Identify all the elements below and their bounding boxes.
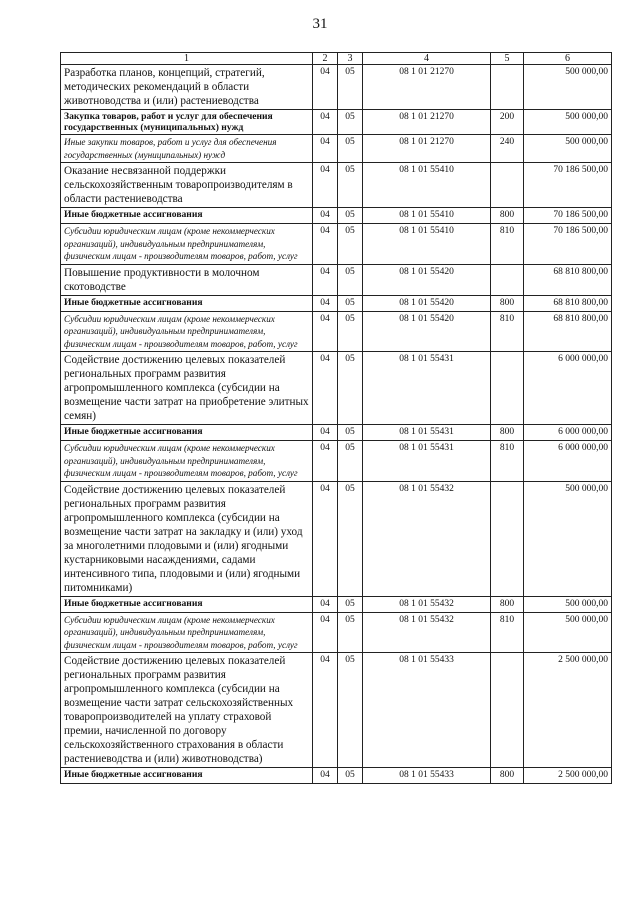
row-subsection-cell: 05 bbox=[338, 768, 363, 784]
table-row bbox=[61, 425, 612, 441]
row-target-article-cell: 08 1 01 21270 bbox=[363, 110, 491, 135]
table-row bbox=[61, 481, 612, 596]
row-name-cell: Повышение продуктивности в молочном скотоводстве bbox=[61, 264, 313, 295]
table-row bbox=[61, 163, 612, 208]
row-section-cell: 04 bbox=[313, 65, 338, 110]
row-amount-cell: 68 810 800,00 bbox=[524, 264, 612, 295]
header-cell: 4 bbox=[363, 53, 491, 65]
row-target-article-cell: 08 1 01 55420 bbox=[363, 295, 491, 311]
row-amount-cell: 6 000 000,00 bbox=[524, 425, 612, 441]
row-target-article-cell: 08 1 01 55433 bbox=[363, 768, 491, 784]
row-section-cell: 04 bbox=[313, 596, 338, 612]
header-cell: 5 bbox=[491, 53, 524, 65]
row-amount-cell: 70 186 500,00 bbox=[524, 224, 612, 265]
row-section-cell: 04 bbox=[313, 352, 338, 425]
row-amount-cell: 2 500 000,00 bbox=[524, 653, 612, 768]
header-cell: 6 bbox=[524, 53, 612, 65]
table-row bbox=[61, 224, 612, 265]
header-cell: 3 bbox=[338, 53, 363, 65]
row-subsection-cell: 05 bbox=[338, 481, 363, 596]
row-section-cell: 04 bbox=[313, 208, 338, 224]
row-subsection-cell: 05 bbox=[338, 224, 363, 265]
row-subsection-cell: 05 bbox=[338, 65, 363, 110]
table-row bbox=[61, 653, 612, 768]
row-section-cell: 04 bbox=[313, 311, 338, 352]
row-target-article-cell: 08 1 01 55410 bbox=[363, 224, 491, 265]
row-name-cell: Иные бюджетные ассигнования bbox=[61, 768, 313, 784]
row-expense-type-cell: 800 bbox=[491, 768, 524, 784]
row-name-cell: Закупка товаров, работ и услуг для обеспечения государственных (муниципальных) нужд bbox=[61, 110, 313, 135]
row-target-article-cell: 08 1 01 55432 bbox=[363, 596, 491, 612]
row-expense-type-cell bbox=[491, 163, 524, 208]
table-row bbox=[61, 612, 612, 653]
row-name-cell: Субсидии юридическим лицам (кроме некоммерческих организаций), индивидуальным предпринимателям, физическим лицам - производителям товаров, работ, услуг bbox=[61, 224, 313, 265]
row-subsection-cell: 05 bbox=[338, 653, 363, 768]
row-section-cell: 04 bbox=[313, 612, 338, 653]
row-amount-cell: 500 000,00 bbox=[524, 612, 612, 653]
row-name-cell: Разработка планов, концепций, стратегий, методических рекомендаций в области животноводства и (или) растениеводства bbox=[61, 65, 313, 110]
row-amount-cell: 70 186 500,00 bbox=[524, 208, 612, 224]
row-name-cell: Содействие достижению целевых показателей региональных программ развития агропромышленного комплекса (субсидии на возмещение части затрат на приобретение элитных семян) bbox=[61, 352, 313, 425]
row-section-cell: 04 bbox=[313, 224, 338, 265]
row-subsection-cell: 05 bbox=[338, 163, 363, 208]
row-section-cell: 04 bbox=[313, 163, 338, 208]
table-row bbox=[61, 352, 612, 425]
header-cell: 1 bbox=[61, 53, 313, 65]
row-subsection-cell: 05 bbox=[338, 110, 363, 135]
row-name-cell: Иные бюджетные ассигнования bbox=[61, 295, 313, 311]
row-amount-cell: 500 000,00 bbox=[524, 65, 612, 110]
row-name-cell: Субсидии юридическим лицам (кроме некоммерческих организаций), индивидуальным предпринимателям, физическим лицам - производителям товаров, работ, услуг bbox=[61, 441, 313, 482]
table-row bbox=[61, 295, 612, 311]
row-target-article-cell: 08 1 01 55410 bbox=[363, 163, 491, 208]
row-subsection-cell: 05 bbox=[338, 596, 363, 612]
row-amount-cell: 70 186 500,00 bbox=[524, 163, 612, 208]
row-subsection-cell: 05 bbox=[338, 264, 363, 295]
table-row bbox=[61, 208, 612, 224]
row-section-cell: 04 bbox=[313, 425, 338, 441]
row-name-cell: Содействие достижению целевых показателей региональных программ развития агропромышленного комплекса (субсидии на возмещение части затрат сельскохозяйственных товаропроизводителей на уплату страховой премии, начисленной по договору сельскохозяйственного страхования в области растениеводства и (или) животноводства) bbox=[61, 653, 313, 768]
row-subsection-cell: 05 bbox=[338, 208, 363, 224]
row-name-cell: Субсидии юридическим лицам (кроме некоммерческих организаций), индивидуальным предпринимателям, физическим лицам - производителям товаров, работ, услуг bbox=[61, 311, 313, 352]
row-name-cell: Содействие достижению целевых показателей региональных программ развития агропромышленного комплекса (субсидии на возмещение части затрат на закладку и (или) уход за многолетними плодовыми и (или) ягодными кустарниковыми насаждениями, садами интенсивного типа, плодовыми и (или) ягодными питомниками) bbox=[61, 481, 313, 596]
row-subsection-cell: 05 bbox=[338, 295, 363, 311]
row-section-cell: 04 bbox=[313, 295, 338, 311]
row-section-cell: 04 bbox=[313, 653, 338, 768]
row-expense-type-cell: 800 bbox=[491, 596, 524, 612]
row-target-article-cell: 08 1 01 55420 bbox=[363, 311, 491, 352]
row-expense-type-cell bbox=[491, 653, 524, 768]
budget-table bbox=[60, 52, 612, 784]
row-name-cell: Оказание несвязанной поддержки сельскохозяйственным товаропроизводителям в области растениеводства bbox=[61, 163, 313, 208]
table-row bbox=[61, 65, 612, 110]
row-subsection-cell: 05 bbox=[338, 612, 363, 653]
row-target-article-cell: 08 1 01 55432 bbox=[363, 612, 491, 653]
row-expense-type-cell bbox=[491, 352, 524, 425]
row-section-cell: 04 bbox=[313, 768, 338, 784]
row-expense-type-cell: 810 bbox=[491, 311, 524, 352]
row-section-cell: 04 bbox=[313, 110, 338, 135]
row-amount-cell: 68 810 800,00 bbox=[524, 295, 612, 311]
row-amount-cell: 500 000,00 bbox=[524, 110, 612, 135]
row-expense-type-cell bbox=[491, 65, 524, 110]
row-expense-type-cell: 240 bbox=[491, 135, 524, 163]
row-expense-type-cell: 810 bbox=[491, 441, 524, 482]
row-amount-cell: 68 810 800,00 bbox=[524, 311, 612, 352]
row-target-article-cell: 08 1 01 21270 bbox=[363, 65, 491, 110]
row-target-article-cell: 08 1 01 55431 bbox=[363, 352, 491, 425]
row-target-article-cell: 08 1 01 55420 bbox=[363, 264, 491, 295]
row-subsection-cell: 05 bbox=[338, 425, 363, 441]
row-name-cell: Иные закупки товаров, работ и услуг для обеспечения государственных (муниципальных) нужд bbox=[61, 135, 313, 163]
row-subsection-cell: 05 bbox=[338, 352, 363, 425]
row-target-article-cell: 08 1 01 55431 bbox=[363, 425, 491, 441]
row-expense-type-cell bbox=[491, 481, 524, 596]
row-target-article-cell: 08 1 01 55410 bbox=[363, 208, 491, 224]
row-subsection-cell: 05 bbox=[338, 311, 363, 352]
table-row bbox=[61, 110, 612, 135]
row-amount-cell: 2 500 000,00 bbox=[524, 768, 612, 784]
row-expense-type-cell: 810 bbox=[491, 224, 524, 265]
row-name-cell: Иные бюджетные ассигнования bbox=[61, 596, 313, 612]
table-row bbox=[61, 311, 612, 352]
row-amount-cell: 6 000 000,00 bbox=[524, 441, 612, 482]
table-header-row bbox=[61, 53, 612, 65]
table-row bbox=[61, 264, 612, 295]
table-row bbox=[61, 441, 612, 482]
page-number: 31 bbox=[312, 16, 328, 32]
table-row bbox=[61, 596, 612, 612]
row-expense-type-cell bbox=[491, 264, 524, 295]
row-section-cell: 04 bbox=[313, 264, 338, 295]
row-section-cell: 04 bbox=[313, 481, 338, 596]
row-name-cell: Иные бюджетные ассигнования bbox=[61, 425, 313, 441]
row-target-article-cell: 08 1 01 21270 bbox=[363, 135, 491, 163]
row-amount-cell: 500 000,00 bbox=[524, 596, 612, 612]
row-name-cell: Иные бюджетные ассигнования bbox=[61, 208, 313, 224]
row-section-cell: 04 bbox=[313, 441, 338, 482]
row-expense-type-cell: 800 bbox=[491, 208, 524, 224]
row-subsection-cell: 05 bbox=[338, 441, 363, 482]
row-target-article-cell: 08 1 01 55431 bbox=[363, 441, 491, 482]
row-amount-cell: 500 000,00 bbox=[524, 135, 612, 163]
row-subsection-cell: 05 bbox=[338, 135, 363, 163]
row-section-cell: 04 bbox=[313, 135, 338, 163]
row-expense-type-cell: 800 bbox=[491, 425, 524, 441]
table-row bbox=[61, 135, 612, 163]
row-expense-type-cell: 800 bbox=[491, 295, 524, 311]
row-target-article-cell: 08 1 01 55433 bbox=[363, 653, 491, 768]
header-cell: 2 bbox=[313, 53, 338, 65]
table-row bbox=[61, 768, 612, 784]
row-target-article-cell: 08 1 01 55432 bbox=[363, 481, 491, 596]
row-amount-cell: 500 000,00 bbox=[524, 481, 612, 596]
row-amount-cell: 6 000 000,00 bbox=[524, 352, 612, 425]
row-expense-type-cell: 200 bbox=[491, 110, 524, 135]
row-expense-type-cell: 810 bbox=[491, 612, 524, 653]
row-name-cell: Субсидии юридическим лицам (кроме некоммерческих организаций), индивидуальным предпринимателям, физическим лицам - производителям товаров, работ, услуг bbox=[61, 612, 313, 653]
